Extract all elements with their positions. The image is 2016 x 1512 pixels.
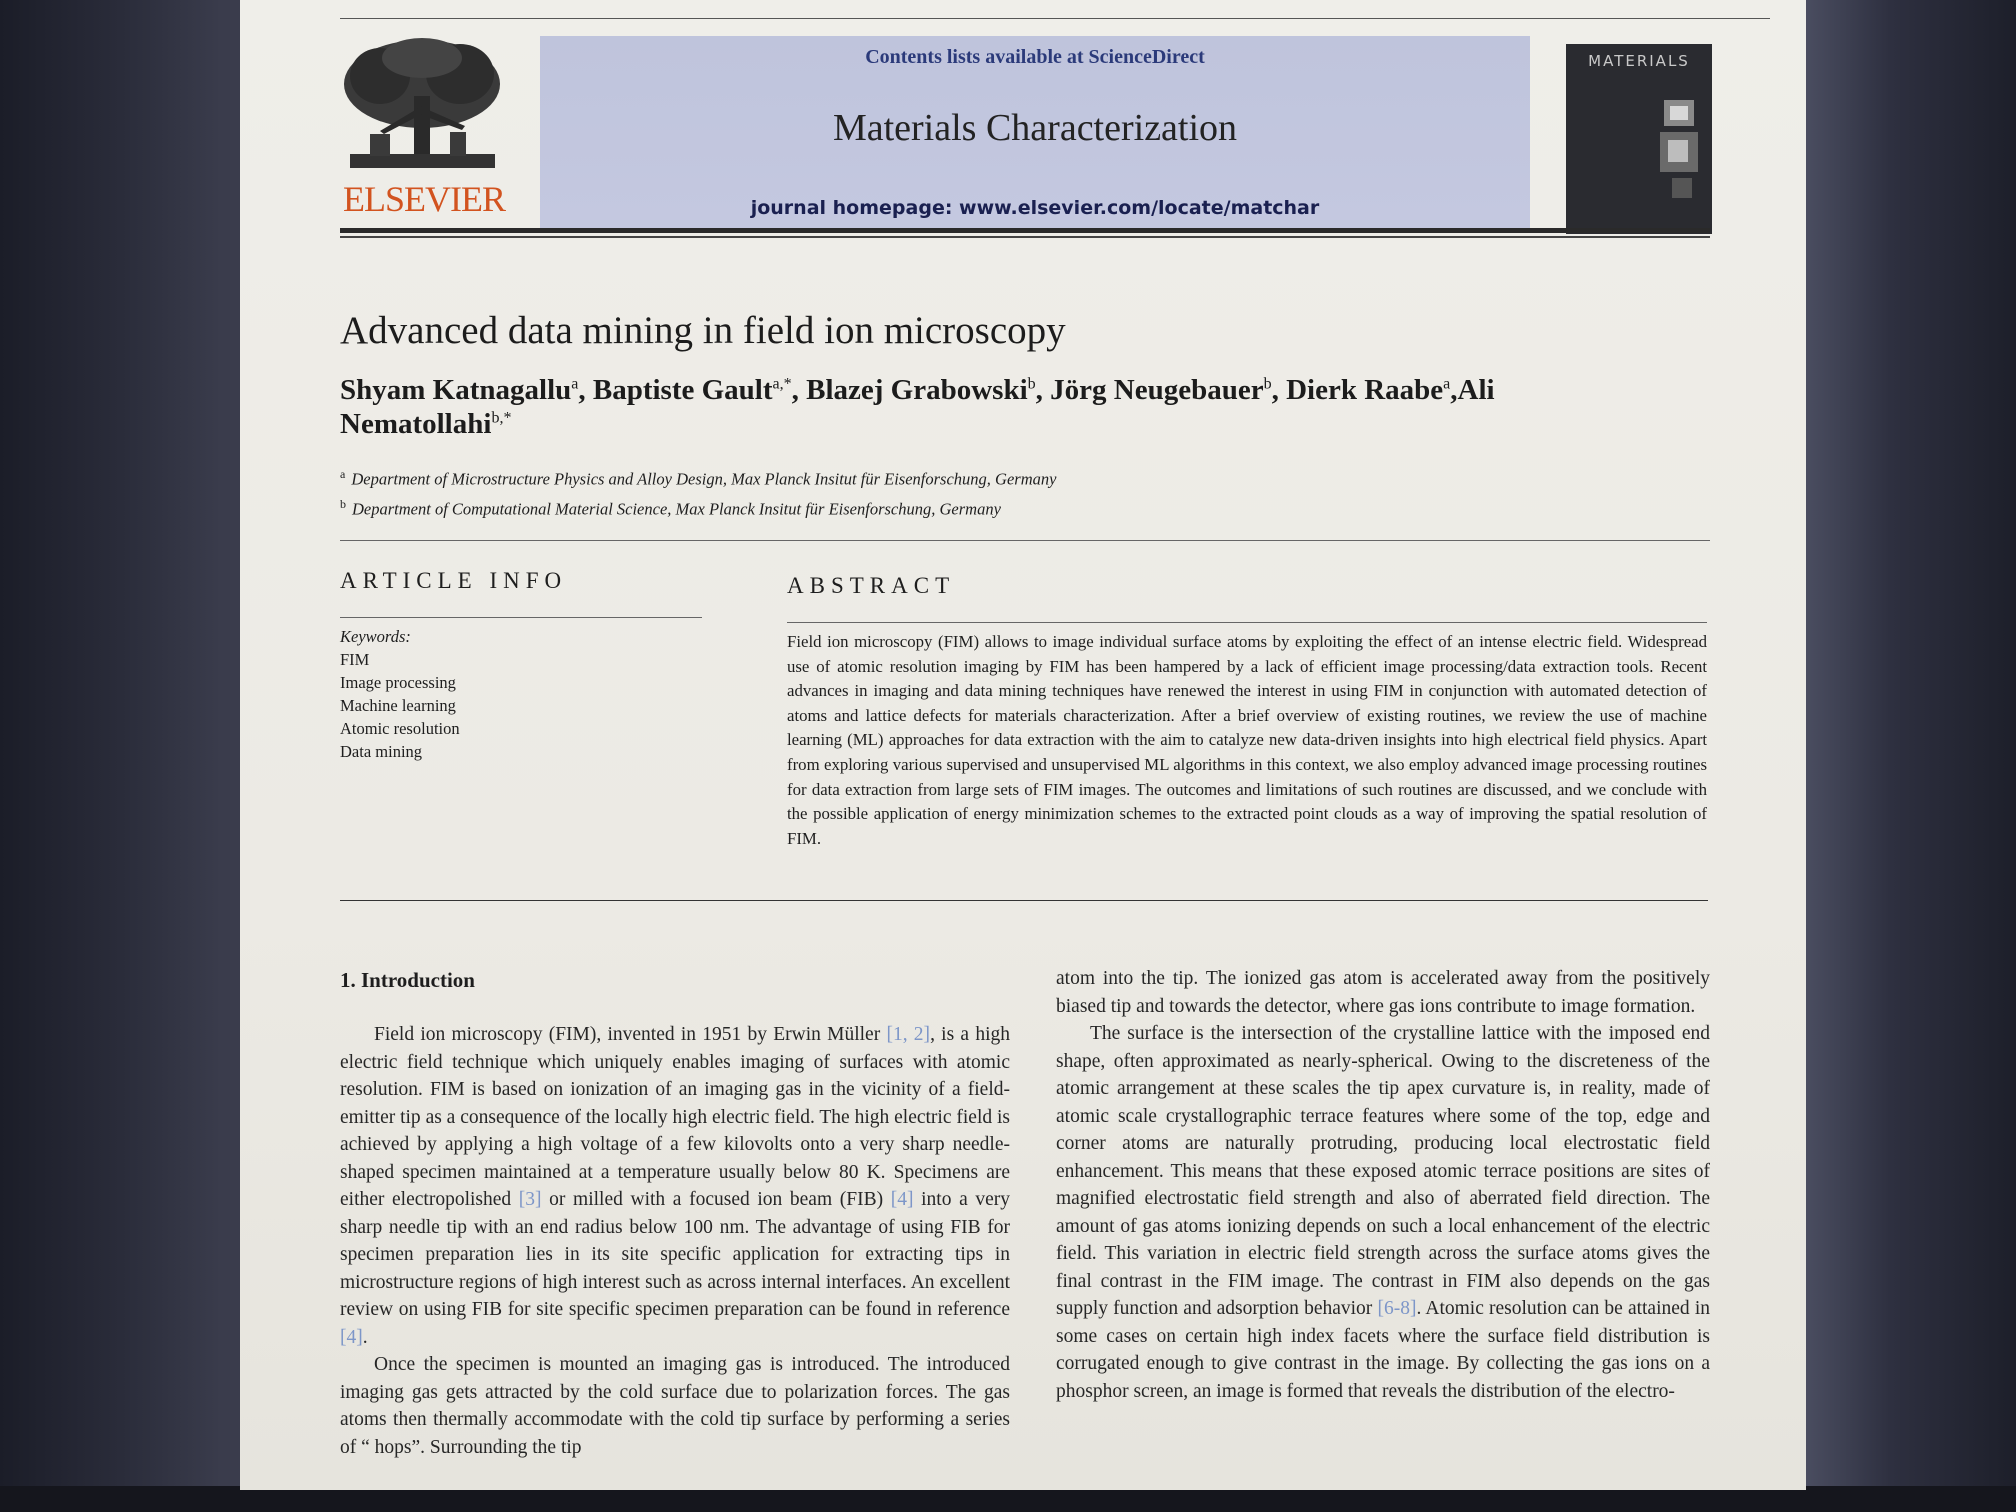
affiliation-list [340,462,1056,521]
keyword: FIM [340,650,370,669]
article-info-heading: ARTICLE INFO [340,568,568,593]
affiliation: $^a$ Department of Microstructure Physics and Alloy Design, Max Planck Insitut für Eisenforschung, Germany [340,467,1057,489]
section-heading: 1. Introduction [340,968,475,992]
author-affiliation-mark: a,* [772,375,792,393]
journal-title: Materials Characterization [832,107,1238,149]
top-rule [340,18,1770,19]
journal-homepage-link[interactable]: journal homepage: www.elsevier.com/locate/matchar [750,197,1320,219]
author-affiliation-mark: b,* [491,409,512,427]
keyword: Atomic resolution [340,719,460,738]
article-title: Advanced data mining in field ion microscopy [340,309,1066,352]
body-column-left [340,1021,1010,1489]
abstract-heading: ABSTRACT [787,573,956,598]
header-rule [340,228,1710,233]
citation-link[interactable]: [4] [340,1326,363,1348]
elsevier-logo [340,36,505,219]
abstract-rule [787,622,1707,623]
author-list: Shyam Katnagallu$^a$, Baptiste Gault$^{a,*}$, Blazej Grabowski$^b$, Jörg Neugebauer$^b$, Dierk Raabe$^a$,Ali Nematollahi$^{b,*}$ [340,374,1495,440]
author-affiliation-mark: b [1027,375,1036,393]
author-name[interactable]: Blazej Grabowski [806,374,1028,406]
author-name[interactable]: Jörg Neugebauer [1050,374,1264,406]
keyword: Image processing [340,673,456,692]
paragraph: atom into the tip. The ionized gas atom is accelerated away from the positively biased tip and towards the detector, where gas ions contribute to image formation. [1056,968,1710,1017]
keyword: Machine learning [340,696,456,715]
citation-link[interactable]: [6-8] [1377,1298,1417,1319]
article-info-rule [340,617,702,618]
article-page [240,0,1806,1490]
paragraph: Once the specimen is mounted an imaging gas is introduced. The introduced imaging gas gets attracted by the cold surface due to polarization forces. The gas atoms then thermally accommodate with the cold tip surface by performing a series of “ hops”. Surrounding the tip [340,1354,1010,1458]
affiliation: $^b$ Department of Computational Material Science, Max Planck Insitut für Eisenforschung, Germany [340,496,1001,518]
abstract-text: Field ion microscopy (FIM) allows to image individual surface atoms by exploiting the effect of an intense electric field. Widespread use of atomic resolution imaging by FIM has been hampered by a lack of efficient image processing/data extraction tools. Recent advances in imaging and data mining techniques have renewed the interest in using FIM in conjunction with automated detection of atoms and lattice defects for materials characterization. After a brief overview of existing routines, we review the use of machine learning (ML) approaches for data extraction with the aim to catalyze new data-driven insights into high electrical field physics. Apart from exploring various supervised and unsupervised ML algorithms in this context, we also employ advanced image processing routines for data extraction from large sets of FIM images. The outcomes and limitations of such routines are discussed, and we conclude with the possible application of energy minimization schemes to the extracted point clouds as a way of improving the spatial resolution of FIM. [787,632,1707,848]
author-name[interactable]: Shyam Katnagallu [340,374,572,406]
journal-cover [1566,44,1712,234]
citation-link[interactable]: [3] [518,1189,542,1210]
author-affiliation-mark: a [571,375,579,393]
cover-label: MATERIALS [1588,52,1690,70]
monitor-bezel-right [1806,0,2016,1512]
tree-icon [340,36,505,176]
keywords-label: Keywords: [340,627,411,646]
body-column-right [1056,965,1710,1489]
author-affiliation-mark: b [1263,375,1272,393]
journal-banner [540,36,1530,228]
abstract-divider [340,900,1708,901]
author-name[interactable]: Baptiste Gault [592,374,773,406]
contents-link[interactable]: Contents lists available at ScienceDirect [865,46,1205,68]
cover-image-icon [1656,96,1702,206]
citation-link[interactable]: [1, 2] [886,1024,931,1045]
keyword: Data mining [340,742,423,761]
author-name[interactable]: Ali Nematollahi [340,374,1495,440]
publisher-name: ELSEVIER [343,179,505,219]
header-rule-thin [340,236,1710,238]
keywords-block [340,625,460,763]
title-divider [340,540,1710,541]
author-affiliation-mark: a [1443,375,1451,393]
citation-link[interactable]: [4] [890,1189,914,1210]
author-name[interactable]: Dierk Raabe [1286,374,1444,406]
paragraph: The surface is the intersection of the crystalline lattice with the imposed end shape, often approximated as nearly-spherical. Owing to the discreteness of the atomic arrangement at these scales the tip apex curvature is, in reality, made of atomic scale crystallographic terrace features where some of the top, edge and corner atoms are naturally protruding, producing local electrostatic field enhancement. This means that these exposed atomic terrace positions are sites of magnified electrostatic field strength and also of aberrated field direction. The amount of gas atoms ionizing depends on such a local enhancement of the electric field. This variation in electric field strength across the surface atoms gives the final contrast in the FIM image. The contrast in FIM also depends on the gas supply function and adsorption behavior [6-8]. Atomic resolution can be attained in some cases on certain high index facets where the surface field distribution is corrugated enough to give contrast in the image. By collecting the gas ions on a phosphor screen, an image is formed that reveals the distribution of the electro- [1056,1023,1710,1402]
paragraph: Field ion microscopy (FIM), invented in 1951 by Erwin Müller [1, 2], is a high electric field technique which uniquely enables imaging of surfaces with atomic resolution. FIM is based on ionization of an imaging gas in the vicinity of a field-emitter tip as a consequence of the locally high electric field. The high electric field is achieved by applying a high voltage of a few kilovolts onto a very sharp needle-shaped specimen maintained at a temperature usually below 80 K. Specimens are either electropolished [3] or milled with a focused ion beam (FIB) [4] into a very sharp needle tip with an end radius below 100 nm. The advantage of using FIB for specimen preparation lies in its site specific application for extracting tips in microstructure regions of high interest such as across internal interfaces. An excellent review on using FIB for site specific specimen preparation can be found in reference [4]. [340,1024,1010,1348]
